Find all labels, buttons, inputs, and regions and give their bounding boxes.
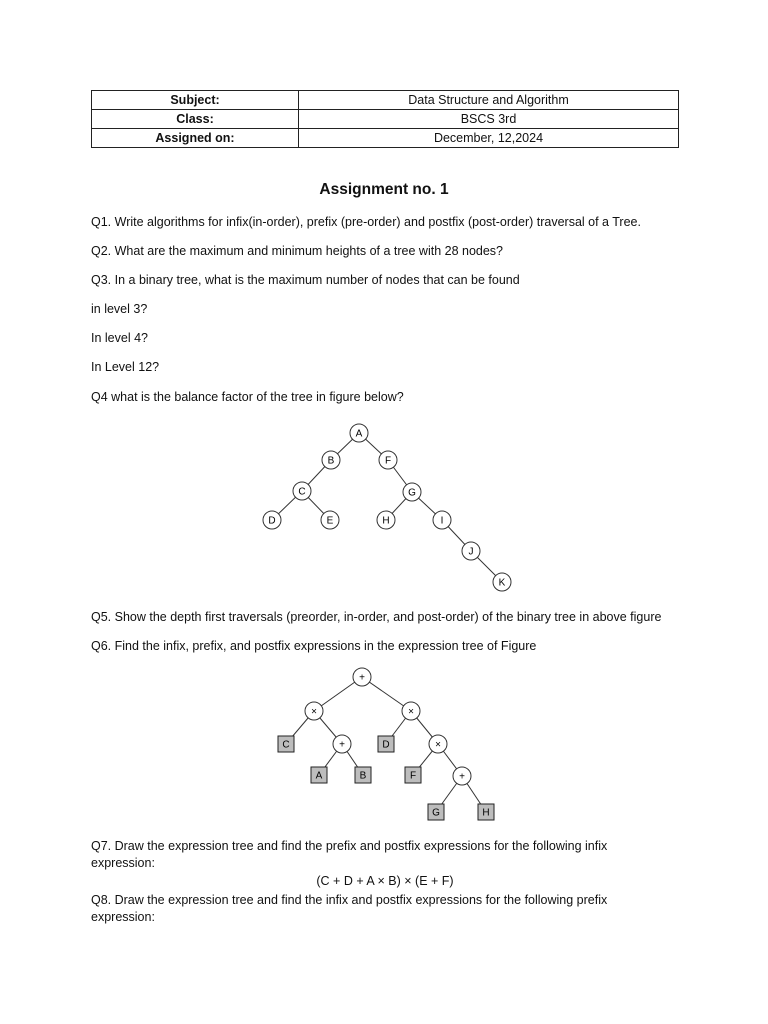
label: Assigned on: — [92, 129, 299, 148]
question-2: Q2. What are the maximum and minimum heights of a tree with 28 nodes? — [91, 244, 503, 258]
question-6: Q6. Find the infix, prefix, and postfix expressions in the expression tree of Figure — [91, 639, 537, 653]
question-7-cont: expression: — [91, 856, 155, 870]
question-8: Q8. Draw the expression tree and find the infix and postfix expressions for the following prefix — [91, 893, 608, 907]
tree1-node-label: K — [498, 577, 506, 589]
tree2-node-label: + — [339, 739, 345, 751]
tree1-node-label: F — [384, 455, 392, 467]
value: December, 12,2024 — [299, 129, 679, 148]
tree2-node-label: B — [359, 770, 367, 782]
tree1-node-label: B — [327, 455, 335, 467]
question-4: Q4 what is the balance factor of the tree in figure below? — [91, 390, 404, 404]
question-8-cont: expression: — [91, 910, 155, 924]
tree2-node-label: H — [482, 807, 490, 819]
question-5: Q5. Show the depth first traversals (preorder, in-order, and post-order) of the binary tree in above figure — [91, 610, 662, 624]
tree1-node-label: A — [355, 428, 363, 440]
value: BSCS 3rd — [299, 110, 679, 129]
tree1-node-label: E — [326, 515, 334, 527]
label: Subject: — [92, 91, 299, 110]
label: Class: — [92, 110, 299, 129]
question-7: Q7. Draw the expression tree and find the prefix and postfix expressions for the following infix — [91, 839, 608, 853]
tree2-node-label: × — [408, 706, 414, 718]
question-1: Q1. Write algorithms for infix(in-order), prefix (pre-order) and postfix (post-order) traversal of a Tree. — [91, 215, 641, 229]
question-3: Q3. In a binary tree, what is the maximum number of nodes that can be found — [91, 273, 520, 287]
tree2-node-label: × — [311, 706, 317, 718]
tree2-node-label: + — [459, 771, 465, 783]
tree2-node-label: F — [409, 770, 417, 782]
page-title: Assignment no. 1 — [319, 181, 449, 198]
tree1-node-label: C — [298, 486, 306, 498]
tree1-node-label: J — [468, 546, 474, 558]
tree2-node-label: × — [435, 739, 441, 751]
tree2-node-label: A — [315, 770, 323, 782]
tree2-node-label: D — [382, 739, 390, 751]
question-3-b: In level 4? — [91, 331, 148, 345]
infix-expression: (C + D + A × B) × (E + F) — [316, 874, 454, 888]
question-3-c: In Level 12? — [91, 360, 160, 374]
tree2-node-label: C — [282, 739, 290, 751]
tree2-node-label: + — [359, 672, 365, 684]
tree1-node-label: I — [440, 515, 444, 527]
tree1-node-label: D — [268, 515, 276, 527]
question-3-a: in level 3? — [91, 302, 148, 316]
value: Data Structure and Algorithm — [299, 91, 679, 110]
tree2-node-label: G — [432, 807, 440, 819]
tree1-node-label: G — [408, 487, 416, 499]
tree1-node-label: H — [382, 515, 390, 527]
